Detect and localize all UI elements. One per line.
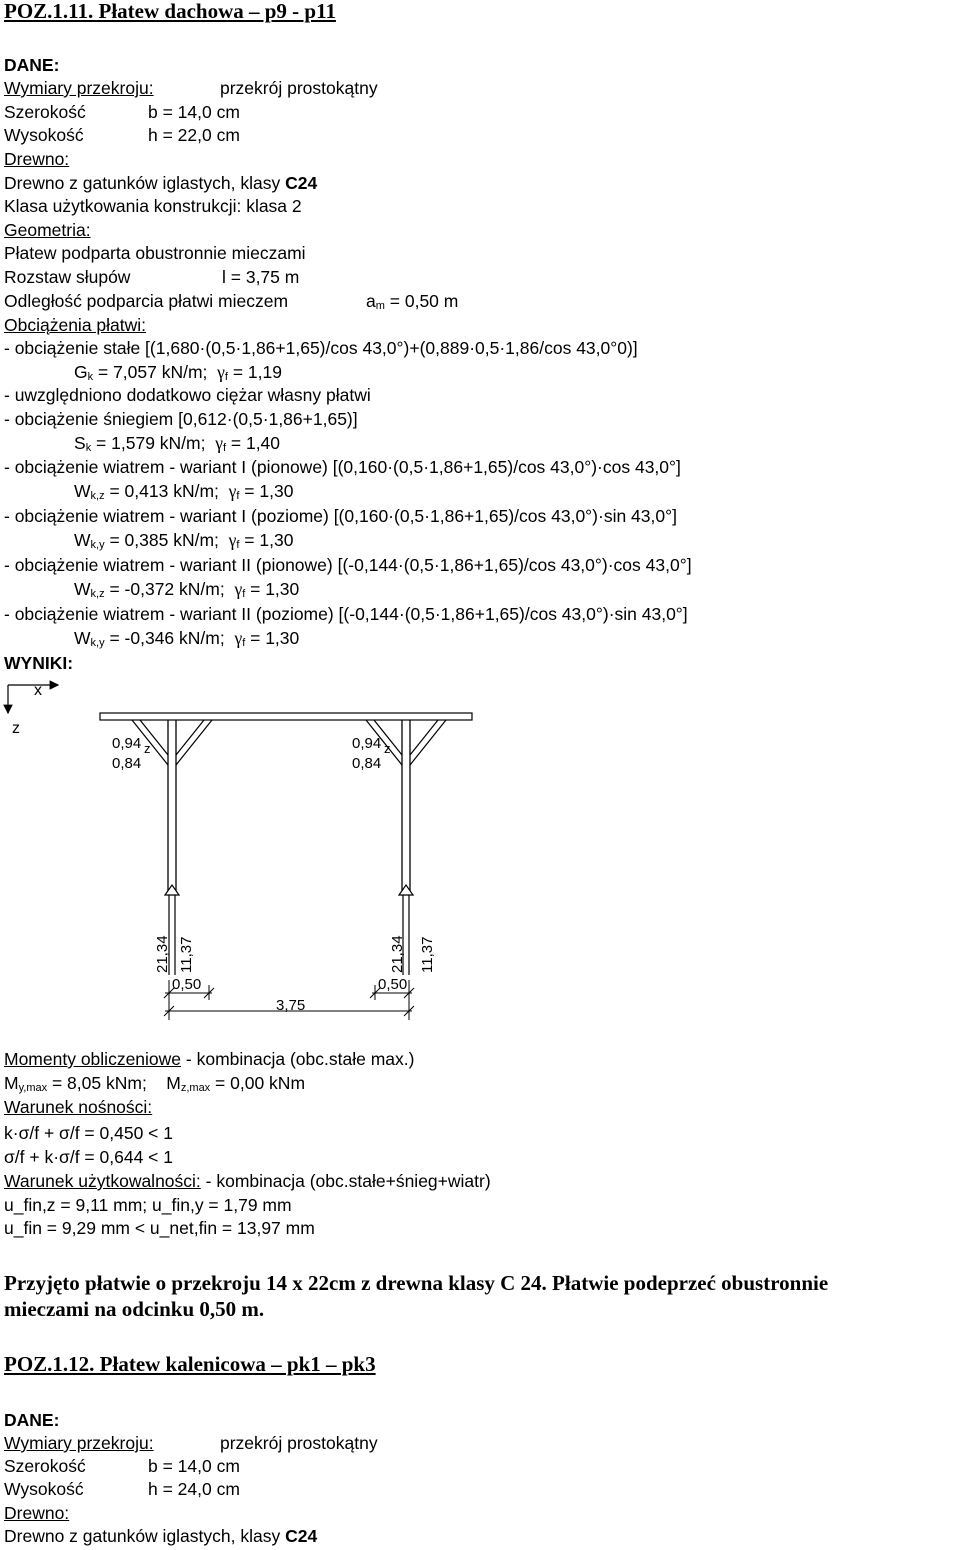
right-load-bottom: 0,84 (352, 755, 382, 772)
right-load-top: 0,94 (352, 735, 382, 752)
conclusion-line-2: mieczami na odcinku 0,50 m. (4, 1297, 265, 1321)
wood-text: Drewno z gatunków iglastych, klasy C24 (4, 173, 318, 193)
load-snow: - obciążenie śniegiem [0,612·(0,5·1,86+1,65)] (4, 409, 358, 429)
brace-value: $a_m = 0,50$ m (366, 291, 459, 312)
capacity-heading: Warunek nośności: (4, 1097, 153, 1117)
left-brace-dim: 0,50 (172, 976, 202, 993)
service-class: Klasa użytkowania konstrukcji: klasa 2 (4, 196, 302, 216)
axis-x-label: x (34, 682, 42, 699)
load-wind-2v-result: $W_{k,z} = -0,372$ kN/m; $\gamma_f = 1,30$ (74, 579, 300, 600)
section2-title: POZ.1.12. Płatew kalenicowa – pk1 – pk3 (4, 1352, 376, 1376)
section2-type: przekrój prostokątny (220, 1433, 378, 1453)
geometry-heading: Geometria: (4, 220, 91, 240)
section2-height-value: h = 24,0 cm (148, 1479, 240, 1499)
axis-z-label: z (12, 720, 20, 737)
right-reaction-1: 21,34 (389, 935, 406, 973)
load-wind-1h: - obciążenie wiatrem - wariant I (poziome) [(0,160·(0,5·1,86+1,65)/cos 43,0°)·sin 43,0°] (4, 506, 677, 526)
load-wind-1h-result: $W_{k,y} = 0,385$ kN/m; $\gamma_f = 1,30$ (74, 530, 294, 551)
section-dim-label: Wymiary przekroju: (4, 78, 154, 98)
section2-dim-label: Wymiary przekroju: (4, 1433, 154, 1453)
left-load-bottom: 0,84 (112, 755, 142, 772)
right-reaction-2: 11,37 (419, 936, 436, 973)
load-wind-2h: - obciążenie wiatrem - wariant II (poziome) [(-0,144·(0,5·1,86+1,65)/cos 43,0°)·sin 43,0°] (4, 604, 688, 624)
spacing-label: Rozstaw słupów (4, 267, 131, 287)
left-load-top: 0,94 (112, 735, 142, 752)
section2-width-value: b = 14,0 cm (148, 1456, 240, 1476)
height-value: h = 22,0 cm (148, 125, 240, 145)
section2-height-label: Wysokość (4, 1479, 84, 1499)
conclusion-line-1: Przyjęto płatwie o przekroju 14 x 22cm z drewna klasy C 24. Płatwie podeprzeć obustronnie (4, 1271, 829, 1295)
left-reaction-2: 11,37 (178, 936, 195, 973)
section2-dane: DANE: (4, 1410, 60, 1430)
structural-diagram (0, 675, 480, 1025)
section2-wood-text: Drewno z gatunków iglastych, klasy C24 (4, 1526, 318, 1546)
left-reaction-1: 21,34 (154, 935, 171, 973)
load-dead-result: $G_k = 7,057$ kN/m; $\gamma_f = 1,19$ (74, 362, 282, 383)
moments-line: Momenty obliczeniowe - kombinacja (obc.stałe max.) (4, 1049, 415, 1069)
section-title: POZ.1.11. Płatew dachowa – p9 - p11 (4, 0, 336, 23)
section-type: przekrój prostokątny (220, 78, 378, 98)
deflection-components: u_fin,z = 9,11 mm; u_fin,y = 1,79 mm (4, 1195, 292, 1215)
section2-wood-heading: Drewno: (4, 1503, 70, 1523)
load-wind-2v: - obciążenie wiatrem - wariant II (pionowe) [(-0,144·(0,5·1,86+1,65)/cos 43,0°)·cos 43,0°] (4, 555, 692, 575)
width-label: Szerokość (4, 102, 86, 122)
deflection-total: u_fin = 9,29 mm < u_net,fin = 13,97 mm (4, 1218, 315, 1238)
brace-label: Odległość podparcia płatwi mieczem (4, 291, 289, 311)
dane-heading: DANE: (4, 55, 60, 75)
right-brace-dim: 0,50 (378, 976, 408, 993)
capacity-condition-1: k·σ/f + σ/f = 0,450 < 1 (4, 1123, 173, 1143)
load-snow-result: $S_k = 1,579$ kN/m; $\gamma_f = 1,40$ (74, 433, 281, 454)
height-label: Wysokość (4, 125, 84, 145)
load-wind-2h-result: $W_{k,y} = -0,346$ kN/m; $\gamma_f = 1,30$ (74, 628, 300, 649)
load-wind-1v-result: $W_{k,z} = 0,413$ kN/m; $\gamma_f = 1,30$ (74, 481, 294, 502)
loads-heading: Obciążenia płatwi: (4, 315, 147, 335)
spacing-value: l = 3,75 m (222, 267, 300, 287)
purlin-beam (100, 713, 472, 720)
axes-icon (8, 685, 58, 713)
wood-heading: Drewno: (4, 149, 70, 169)
right-load-axis: z (384, 741, 391, 756)
left-load-axis: z (144, 741, 151, 756)
section2-width-label: Szerokość (4, 1456, 86, 1476)
serviceability-line: Warunek użytkowalności: - kombinacja (obc.stałe+śnieg+wiatr) (4, 1171, 491, 1191)
support-text: Płatew podparta obustronnie mieczami (4, 243, 306, 263)
load-wind-1v: - obciążenie wiatrem - wariant I (pionowe) [(0,160·(0,5·1,86+1,65)/cos 43,0°)·cos 43,0°] (4, 457, 681, 477)
capacity-condition-2: σ/f + k·σ/f = 0,644 < 1 (4, 1147, 173, 1167)
span-dim: 3,75 (276, 997, 306, 1014)
moment-values: $M_{y,max} = 8,05$ kNm; $M_{z,max} = 0,00$ kNm (4, 1073, 306, 1094)
self-weight-note: - uwzględniono dodatkowo ciężar własny płatwi (4, 385, 371, 405)
results-heading: WYNIKI: (4, 653, 74, 673)
load-dead: - obciążenie stałe [(1,680·(0,5·1,86+1,65)/cos 43,0°)+(0,889·0,5·1,86/cos 43,0°0)] (4, 338, 638, 358)
width-value: b = 14,0 cm (148, 102, 240, 122)
